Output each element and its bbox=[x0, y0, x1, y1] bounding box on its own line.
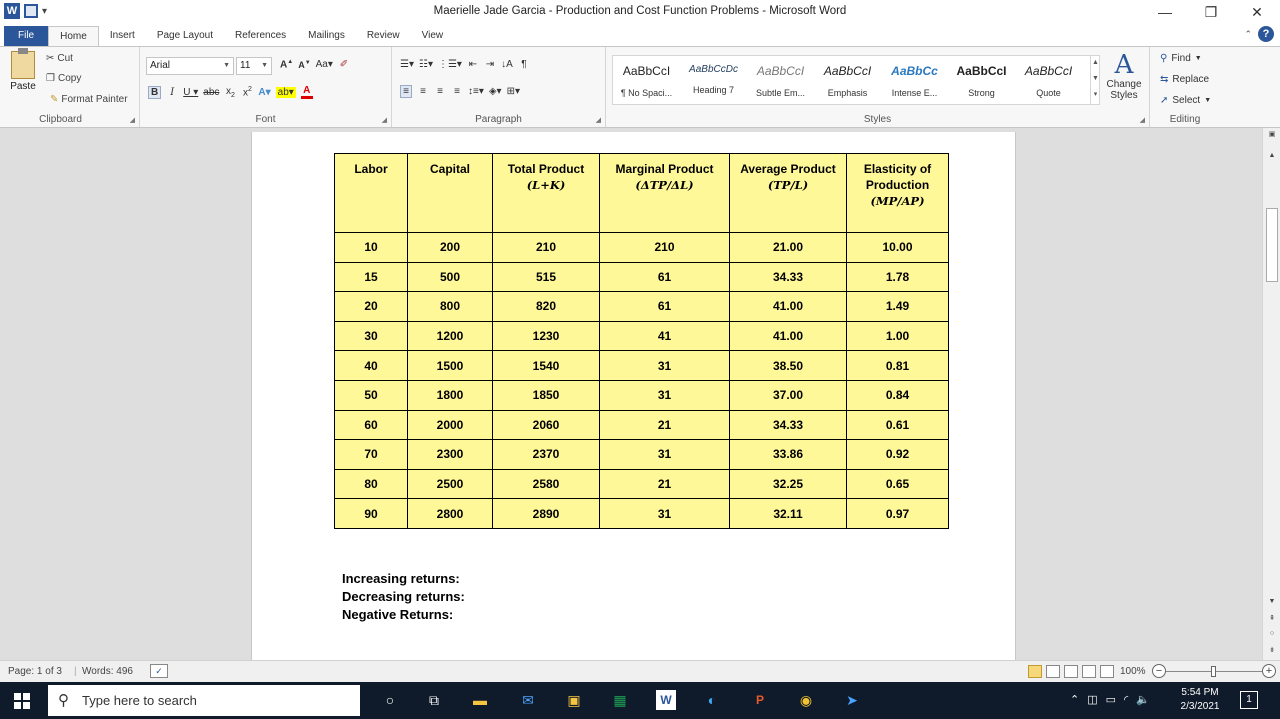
outline-icon[interactable] bbox=[1082, 665, 1096, 678]
text-effects-icon[interactable]: A▾ bbox=[258, 86, 271, 98]
table-cell: 40 bbox=[335, 351, 408, 381]
window-controls bbox=[1142, 0, 1280, 24]
change-styles-icon: A bbox=[1114, 50, 1134, 80]
ruler-toggle-icon[interactable]: ▣ bbox=[1268, 131, 1276, 138]
underline-icon[interactable]: U ▾ bbox=[183, 86, 199, 98]
table-cell: 21.00 bbox=[730, 233, 847, 263]
table-cell: 2060 bbox=[493, 410, 600, 440]
zoom-level[interactable]: 100% bbox=[1120, 666, 1146, 677]
powerpoint-icon[interactable]: P bbox=[755, 693, 764, 707]
file-explorer-icon[interactable]: ▬ bbox=[473, 692, 487, 708]
table-cell: 500 bbox=[408, 262, 493, 292]
table-cell: 1.49 bbox=[847, 292, 949, 322]
system-tray bbox=[1070, 693, 1150, 706]
table-cell: 0.84 bbox=[847, 380, 949, 410]
italic-icon[interactable]: I bbox=[170, 86, 175, 98]
paste-button[interactable] bbox=[6, 51, 40, 92]
clock-time: 5:54 PM bbox=[1181, 687, 1219, 698]
scissors-icon: ✂ bbox=[46, 53, 55, 64]
table-row bbox=[335, 321, 949, 351]
decrease-indent-icon[interactable]: ⇤ bbox=[468, 59, 478, 70]
table-cell: 2800 bbox=[408, 499, 493, 529]
returns-questions bbox=[342, 570, 465, 624]
align-right-icon[interactable]: ≡ bbox=[437, 86, 443, 97]
table-cell: 31 bbox=[600, 499, 730, 529]
cut-label: Cut bbox=[57, 53, 73, 64]
column-header bbox=[600, 154, 730, 233]
replace-button[interactable] bbox=[1160, 74, 1209, 85]
table-cell: 0.65 bbox=[847, 469, 949, 499]
tab-file[interactable]: File bbox=[4, 26, 48, 46]
table-cell: 60 bbox=[335, 410, 408, 440]
volume-icon[interactable]: 🔈 bbox=[1136, 694, 1150, 706]
title-bar bbox=[0, 0, 1280, 24]
subscript-icon[interactable]: $x_2$ bbox=[225, 85, 235, 99]
web-layout-icon[interactable] bbox=[1064, 665, 1078, 678]
dialog-launcher-icon[interactable]: ◢ bbox=[1139, 117, 1145, 124]
draft-icon[interactable] bbox=[1100, 665, 1114, 678]
column-header-title: Capital bbox=[429, 162, 470, 176]
negative-returns-label: Negative Returns: bbox=[342, 607, 454, 622]
sort-icon[interactable]: ↓A bbox=[501, 59, 513, 70]
table-cell: 2370 bbox=[493, 440, 600, 470]
clear-formatting-icon[interactable]: ✐ bbox=[339, 59, 349, 71]
superscript-icon[interactable]: $x^2$ bbox=[242, 85, 252, 99]
table-cell: 90 bbox=[335, 499, 408, 529]
find-label: Find bbox=[1171, 53, 1191, 64]
replace-label: Replace bbox=[1172, 74, 1210, 85]
paragraph-group-label: Paragraph bbox=[475, 114, 522, 125]
tab-page-layout[interactable]: Page Layout bbox=[156, 30, 213, 41]
table-cell: 31 bbox=[600, 380, 730, 410]
tray-app-icon[interactable]: ◫ bbox=[1087, 694, 1098, 706]
table-row bbox=[335, 440, 949, 470]
quick-access-toolbar bbox=[4, 3, 47, 19]
ribbon-tabs bbox=[0, 24, 1280, 46]
search-icon: ⚲ bbox=[58, 692, 69, 709]
proofing-icon[interactable]: ✓ bbox=[150, 664, 168, 678]
document-area[interactable] bbox=[0, 128, 1262, 660]
borders-icon[interactable]: ⊞▾ bbox=[506, 86, 520, 97]
table-body bbox=[335, 233, 949, 529]
wifi-icon[interactable]: ◜ bbox=[1124, 694, 1129, 706]
edge-icon[interactable]: ◐ bbox=[707, 692, 717, 708]
search-placeholder: Type here to search bbox=[82, 693, 197, 708]
dialog-launcher-icon[interactable]: ◢ bbox=[129, 117, 135, 124]
notification-icon[interactable]: 1 bbox=[1240, 691, 1258, 709]
zoom-out-icon[interactable]: − bbox=[1152, 664, 1166, 678]
highlight-icon[interactable]: ab▾ bbox=[277, 86, 294, 98]
multilevel-list-icon[interactable]: ⋮☰▾ bbox=[437, 59, 462, 70]
binoculars-icon: ⚲ bbox=[1160, 53, 1168, 64]
style-heading-7[interactable]: AaBbCcDc Heading 7 bbox=[689, 64, 738, 95]
shading-icon[interactable]: ◈▾ bbox=[488, 86, 502, 97]
style-no-spacing[interactable]: AaBbCcI ¶ No Spaci... bbox=[620, 64, 673, 98]
table-cell: 10 bbox=[335, 233, 408, 263]
column-header-title: Labor bbox=[354, 162, 388, 176]
align-center-icon[interactable]: ≡ bbox=[420, 86, 426, 97]
table-row bbox=[335, 410, 949, 440]
table-cell: 0.92 bbox=[847, 440, 949, 470]
dialog-launcher-icon[interactable]: ◢ bbox=[595, 117, 601, 124]
numbering-icon[interactable]: ☷▾ bbox=[418, 59, 433, 70]
tab-mailings[interactable]: Mailings bbox=[308, 30, 345, 41]
browse-object-icon[interactable]: ○ bbox=[1269, 630, 1275, 637]
style-strong[interactable]: AaBbCcI Strong bbox=[956, 64, 1007, 98]
table-cell: 61 bbox=[600, 262, 730, 292]
table-cell: 820 bbox=[493, 292, 600, 322]
table-cell: 2580 bbox=[493, 469, 600, 499]
tab-view[interactable]: View bbox=[421, 30, 444, 41]
store-icon[interactable]: ▣ bbox=[567, 691, 581, 708]
font-name-dropdown[interactable] bbox=[146, 57, 234, 75]
table-cell: 2300 bbox=[408, 440, 493, 470]
clipboard-group-label: Clipboard bbox=[39, 114, 82, 125]
minimize-button[interactable]: — bbox=[1158, 4, 1172, 20]
table-cell: 30 bbox=[335, 321, 408, 351]
editing-group-label: Editing bbox=[1169, 114, 1201, 125]
font-size-dropdown[interactable] bbox=[236, 57, 272, 75]
style-quote[interactable]: AaBbCcI Quote bbox=[1024, 64, 1073, 98]
strikethrough-icon[interactable]: abc bbox=[203, 86, 220, 98]
table-row bbox=[335, 499, 949, 529]
table-cell: 210 bbox=[600, 233, 730, 263]
table-row bbox=[335, 380, 949, 410]
status-divider: | bbox=[74, 666, 77, 677]
table-cell: 61 bbox=[600, 292, 730, 322]
table-cell: 1800 bbox=[408, 380, 493, 410]
taskbar-search-input[interactable] bbox=[48, 685, 360, 716]
clipboard-group bbox=[0, 47, 140, 127]
next-page-icon[interactable]: ⇟ bbox=[1269, 647, 1275, 654]
full-screen-reading-icon[interactable] bbox=[1046, 665, 1060, 678]
table-cell: 2500 bbox=[408, 469, 493, 499]
table-row bbox=[335, 292, 949, 322]
table-row bbox=[335, 469, 949, 499]
table-cell: 21 bbox=[600, 469, 730, 499]
table-cell: 1.00 bbox=[847, 321, 949, 351]
list-tools bbox=[400, 59, 530, 70]
copy-button[interactable] bbox=[46, 73, 81, 84]
table-cell: 31 bbox=[600, 351, 730, 381]
table-cell: 15 bbox=[335, 262, 408, 292]
font-name-value: Arial bbox=[150, 60, 171, 71]
font-group-label: Font bbox=[255, 114, 276, 125]
table-cell: 1500 bbox=[408, 351, 493, 381]
table-cell: 1540 bbox=[493, 351, 600, 381]
column-header-title: Elasticity of Production bbox=[863, 162, 932, 192]
battery-icon[interactable]: ▭ bbox=[1105, 694, 1117, 706]
excel-icon[interactable]: ▦ bbox=[613, 691, 627, 708]
restore-button[interactable]: ❐ bbox=[1204, 3, 1218, 20]
table-cell: 1200 bbox=[408, 321, 493, 351]
table-cell: 41.00 bbox=[730, 321, 847, 351]
table-cell: 34.33 bbox=[730, 410, 847, 440]
mail-icon[interactable]: ✉ bbox=[522, 691, 534, 708]
replace-icon: ⇆ bbox=[1160, 74, 1169, 85]
styles-gallery-scroll[interactable]: ▲ ▼ ▾ bbox=[1090, 55, 1100, 105]
tray-expand-icon[interactable]: ⌃ bbox=[1070, 694, 1080, 706]
column-header-title: Marginal Product bbox=[615, 162, 714, 176]
scroll-up-icon[interactable]: ▲ bbox=[1268, 152, 1276, 159]
page-count[interactable]: Page: 1 of 3 bbox=[8, 666, 62, 677]
font-size-value: 11 bbox=[240, 60, 251, 71]
tab-review[interactable]: Review bbox=[366, 30, 400, 41]
change-styles-button[interactable] bbox=[1102, 51, 1146, 101]
column-header bbox=[408, 154, 493, 233]
table-cell: 1.78 bbox=[847, 262, 949, 292]
scroll-down-icon[interactable]: ▼ bbox=[1268, 598, 1276, 605]
column-header-formula: (ΔTP/ΔL) bbox=[635, 178, 694, 192]
column-header bbox=[335, 154, 408, 233]
clock[interactable] bbox=[1176, 686, 1224, 714]
help-area bbox=[1244, 26, 1274, 42]
scrollbar-thumb[interactable] bbox=[1266, 208, 1278, 282]
format-painter-label: Format Painter bbox=[61, 94, 128, 105]
column-header-formula: (L+K) bbox=[526, 178, 566, 192]
table-row bbox=[335, 233, 949, 263]
table-header-row bbox=[335, 154, 949, 233]
table-cell: 2000 bbox=[408, 410, 493, 440]
cursor-icon: ➚ bbox=[1160, 95, 1169, 106]
word-count[interactable]: Words: 496 bbox=[82, 666, 133, 677]
table-cell: 1850 bbox=[493, 380, 600, 410]
column-header-title: Total Product bbox=[507, 162, 585, 176]
cut-button[interactable] bbox=[46, 53, 73, 64]
word-taskbar-icon[interactable]: W bbox=[656, 690, 676, 710]
format-painter-button[interactable] bbox=[50, 94, 128, 105]
table-cell: 41 bbox=[600, 321, 730, 351]
column-header bbox=[493, 154, 600, 233]
production-function-table bbox=[334, 153, 949, 529]
increasing-returns-label: Increasing returns: bbox=[342, 571, 460, 586]
tab-insert[interactable]: Insert bbox=[109, 30, 135, 41]
help-icon[interactable]: ? bbox=[1258, 26, 1274, 42]
word-logo-icon: W bbox=[4, 3, 20, 19]
zoom-in-icon[interactable]: + bbox=[1262, 664, 1276, 678]
document-page[interactable] bbox=[251, 132, 1016, 660]
chevron-down-icon: ▼ bbox=[261, 62, 268, 69]
table-cell: 34.33 bbox=[730, 262, 847, 292]
find-button[interactable]: ⚲ Find ▼ bbox=[1160, 53, 1202, 64]
alignment-tools bbox=[400, 85, 520, 98]
customize-qat-icon[interactable]: ▾ bbox=[42, 5, 48, 17]
dialog-launcher-icon[interactable]: ◢ bbox=[381, 117, 387, 124]
style-emphasis[interactable]: AaBbCcI Emphasis bbox=[823, 64, 872, 98]
table-cell: 33.86 bbox=[730, 440, 847, 470]
table-cell: 800 bbox=[408, 292, 493, 322]
font-format-tools bbox=[148, 85, 313, 99]
styles-group-label: Styles bbox=[863, 114, 892, 125]
table-cell: 0.81 bbox=[847, 351, 949, 381]
table-cell: 32.11 bbox=[730, 499, 847, 529]
windows-start-icon[interactable] bbox=[14, 693, 30, 709]
select-label: Select bbox=[1172, 95, 1201, 106]
style-subtle-emphasis[interactable]: AaBbCcI Subtle Em... bbox=[755, 64, 806, 98]
paragraph-group bbox=[392, 47, 606, 127]
ribbon-home bbox=[0, 46, 1280, 128]
styles-gallery bbox=[612, 55, 1100, 105]
shrink-font-icon[interactable]: A▼ bbox=[298, 59, 311, 70]
brush-icon: ✎ bbox=[50, 94, 59, 105]
table-cell: 70 bbox=[335, 440, 408, 470]
column-header-title: Average Product bbox=[740, 162, 836, 176]
column-header-formula: (TP/L) bbox=[767, 178, 809, 192]
style-intense-emphasis[interactable]: AaBbCc Intense E... bbox=[891, 64, 938, 98]
view-buttons bbox=[1028, 665, 1114, 678]
tab-home[interactable]: Home bbox=[48, 26, 99, 46]
table-cell: 0.61 bbox=[847, 410, 949, 440]
vertical-scrollbar[interactable] bbox=[1262, 128, 1280, 660]
grow-font-icon[interactable]: A▲ bbox=[280, 59, 294, 71]
window-title: Maerielle Jade Garcia - Production and Cost Function Problems - Microsoft Word bbox=[433, 5, 847, 17]
table-cell: 515 bbox=[493, 262, 600, 292]
column-header bbox=[730, 154, 847, 233]
clock-date: 2/3/2021 bbox=[1180, 701, 1220, 712]
table-cell: 200 bbox=[408, 233, 493, 263]
table-cell: 21 bbox=[600, 410, 730, 440]
status-bar bbox=[0, 660, 1280, 682]
save-icon[interactable] bbox=[24, 4, 38, 18]
table-cell: 20 bbox=[335, 292, 408, 322]
table-cell: 2890 bbox=[493, 499, 600, 529]
table-cell: 50 bbox=[335, 380, 408, 410]
minimize-ribbon-icon[interactable]: ⌃ bbox=[1244, 28, 1252, 39]
table-cell: 37.00 bbox=[730, 380, 847, 410]
previous-page-icon[interactable]: ⇞ bbox=[1269, 615, 1275, 622]
table-cell: 31 bbox=[600, 440, 730, 470]
align-left-icon[interactable]: ≡ bbox=[400, 85, 412, 98]
taskbar bbox=[0, 682, 1280, 719]
copy-label: Copy bbox=[57, 73, 82, 84]
cortana-icon[interactable]: ○ bbox=[385, 692, 395, 708]
font-group bbox=[140, 47, 392, 127]
table-cell: 38.50 bbox=[730, 351, 847, 381]
table-cell: 0.97 bbox=[847, 499, 949, 529]
justify-icon[interactable]: ≡ bbox=[454, 86, 460, 97]
table-cell: 1230 bbox=[493, 321, 600, 351]
table-cell: 80 bbox=[335, 469, 408, 499]
zoom-slider[interactable] bbox=[1166, 671, 1262, 672]
table-row bbox=[335, 351, 949, 381]
font-color-icon[interactable]: A bbox=[301, 85, 313, 99]
decreasing-returns-label: Decreasing returns: bbox=[342, 589, 465, 604]
table-cell: 41.00 bbox=[730, 292, 847, 322]
column-header bbox=[847, 154, 949, 233]
close-button[interactable]: ✕ bbox=[1251, 3, 1263, 20]
bullets-icon[interactable]: ☰▾ bbox=[400, 59, 414, 70]
change-styles-label: Change Styles bbox=[1106, 79, 1142, 101]
table-cell: 32.25 bbox=[730, 469, 847, 499]
show-marks-icon[interactable]: ¶ bbox=[521, 59, 527, 70]
paste-label: Paste bbox=[10, 81, 36, 92]
task-view-icon[interactable]: ⧉ bbox=[429, 691, 439, 708]
zoom-slider-knob[interactable] bbox=[1211, 666, 1216, 677]
bold-icon[interactable]: B bbox=[148, 86, 161, 99]
change-case-icon[interactable]: Aa▾ bbox=[315, 59, 333, 71]
paste-icon bbox=[11, 51, 35, 79]
table-cell: 10.00 bbox=[847, 233, 949, 263]
table-row bbox=[335, 262, 949, 292]
chevron-down-icon: ▼ bbox=[223, 62, 230, 69]
column-header-formula: (MP/AP) bbox=[870, 194, 925, 208]
telegram-icon[interactable]: ➤ bbox=[846, 691, 858, 708]
tab-references[interactable]: References bbox=[235, 30, 287, 41]
table-cell: 210 bbox=[493, 233, 600, 263]
font-size-tools bbox=[280, 59, 350, 70]
line-spacing-icon[interactable]: ↕≡▾ bbox=[468, 86, 484, 97]
chrome-icon[interactable]: ◉ bbox=[799, 691, 813, 708]
copy-icon: ❐ bbox=[46, 73, 55, 84]
select-button[interactable]: ➚ Select ▼ bbox=[1160, 95, 1212, 106]
print-layout-icon[interactable] bbox=[1028, 665, 1042, 678]
increase-indent-icon[interactable]: ⇥ bbox=[485, 59, 495, 70]
